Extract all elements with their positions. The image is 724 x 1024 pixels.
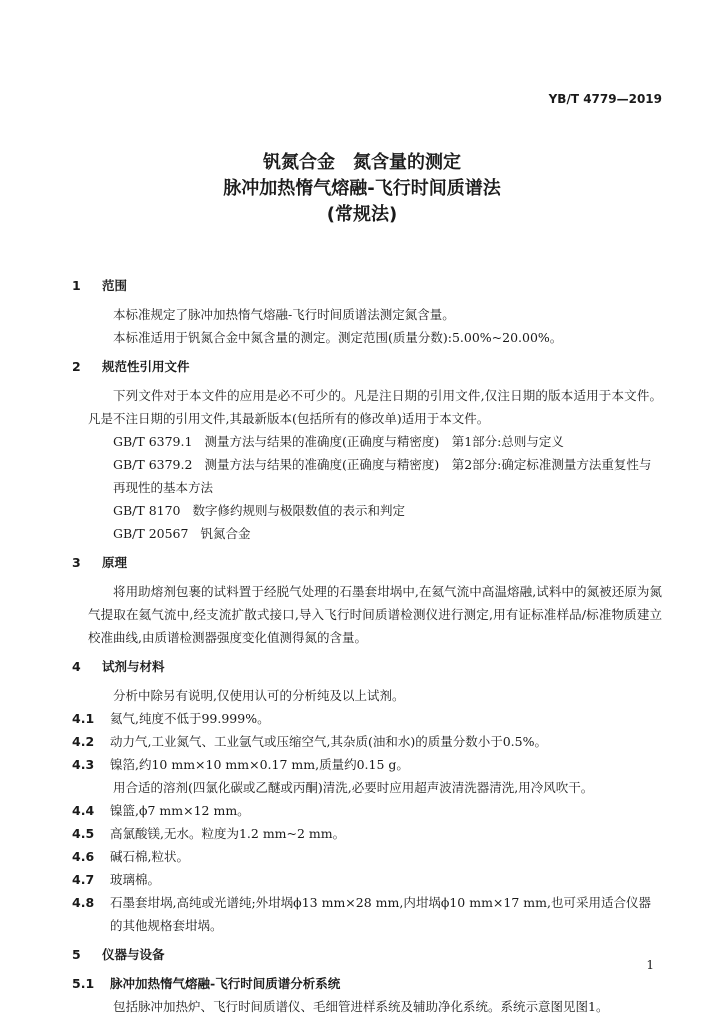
list-item (72, 891, 662, 937)
item-text: 石墨套坩埚,高纯或光谱纯;外坩埚ϕ13 mm×28 mm,内坩埚ϕ10 mm×17 mm,也可采用适合仪器的其他规格套坩埚。 (110, 895, 651, 933)
item-text: 镍篮,ϕ7 mm×12 mm。 (110, 803, 250, 818)
reference-text: 测量方法与结果的准确度(正确度与精密度) 第1部分:总则与定义 (204, 434, 564, 449)
section-number: 3 (72, 555, 81, 570)
item-text: 玻璃棉。 (110, 872, 161, 887)
reference-code: GB/T 8170 (113, 503, 181, 518)
item-number: 4.5 (72, 826, 95, 841)
paragraph: 下列文件对于本文件的应用是必不可少的。凡是注日期的引用文件,仅注日期的版本适用于本文件。凡是不注日期的引用文件,其最新版本(包括所有的修改单)适用于本文件。 (88, 388, 662, 426)
section-heading-5 (72, 943, 662, 966)
item-number: 4.1 (72, 711, 95, 726)
item-text: 动力气,工业氮气、工业氩气或压缩空气,其杂质(油和水)的质量分数小于0.5%。 (110, 734, 547, 749)
paragraph: 分析中除另有说明,仅使用认可的分析纯及以上试剂。 (113, 688, 405, 703)
reference-text: 测量方法与结果的准确度(正确度与精密度) 第2部分:确定标准测量方法重复性与再现性的基本方法 (113, 457, 652, 495)
page-number: 1 (646, 958, 654, 972)
reference-item (88, 499, 662, 522)
section-heading-1 (72, 274, 662, 297)
document-title (0, 150, 724, 228)
document-body (72, 268, 662, 1018)
item-text: 氦气,纯度不低于99.999%。 (110, 711, 270, 726)
section-title: 规范性引用文件 (102, 359, 190, 374)
title-line-1b: 氮含量的测定 (353, 152, 461, 173)
list-item (72, 822, 662, 845)
list-item (72, 868, 662, 891)
section-title: 仪器与设备 (102, 947, 165, 962)
item-number: 4.2 (72, 734, 95, 749)
paragraph: 本标准规定了脉冲加热惰气熔融-飞行时间质谱法测定氮含量。 (113, 307, 455, 322)
subsection-title: 脉冲加热惰气熔融-飞行时间质谱分析系统 (110, 976, 341, 991)
item-text: 镍箔,约10 mm×10 mm×0.17 mm,质量约0.15 g。 (110, 757, 409, 772)
subsection-number: 5.1 (72, 976, 95, 991)
title-line-2: 脉冲加热惰气熔融-飞行时间质谱法 (223, 178, 501, 199)
title-line-1a: 钒氮合金 (263, 152, 335, 173)
reference-item (88, 453, 662, 499)
item-note: 用合适的溶剂(四氯化碳或乙醚或丙酮)清洗,必要时应用超声波清洗器清洗,用冷风吹干。 (113, 780, 594, 795)
reference-text: 数字修约规则与极限数值的表示和判定 (192, 503, 406, 518)
section-title: 试剂与材料 (102, 659, 165, 674)
item-number: 4.4 (72, 803, 95, 818)
item-number: 4.3 (72, 757, 95, 772)
subsection-heading (72, 972, 662, 995)
paragraph: 将用助熔剂包裹的试料置于经脱气处理的石墨套坩埚中,在氦气流中高温熔融,试料中的氮被还原为氮气提取在氦气流中,经支流扩散式接口,导入飞行时间质谱检测仪进行测定,用有证标准样品/标准物质建立校准曲线,由质谱检测器强度变化值测得氮的含量。 (88, 584, 662, 645)
section-number: 4 (72, 659, 81, 674)
title-line-3: (常规法) (326, 204, 398, 225)
section-heading-4 (72, 655, 662, 678)
item-number: 4.7 (72, 872, 95, 887)
paragraph: 本标准适用于钒氮合金中氮含量的测定。测定范围(质量分数):5.00%~20.00%。 (113, 330, 563, 345)
reference-item (88, 430, 662, 453)
list-item (72, 730, 662, 753)
item-number: 4.6 (72, 849, 95, 864)
list-item (72, 845, 662, 868)
title-line-1 (0, 150, 724, 176)
section-number: 1 (72, 278, 81, 293)
section-number: 5 (72, 947, 81, 962)
section-heading-2 (72, 355, 662, 378)
list-item (72, 799, 662, 822)
list-item (72, 753, 662, 776)
reference-code: GB/T 6379.1 (113, 434, 193, 449)
section-number: 2 (72, 359, 81, 374)
reference-code: GB/T 20567 (113, 526, 189, 541)
standard-code: YB/T 4779—2019 (548, 92, 662, 106)
reference-code: GB/T 6379.2 (113, 457, 193, 472)
item-text: 碱石棉,粒状。 (110, 849, 189, 864)
section-title: 范围 (102, 278, 128, 293)
reference-item (88, 522, 662, 545)
section-heading-3 (72, 551, 662, 574)
paragraph: 包括脉冲加热炉、飞行时间质谱仪、毛细管进样系统及辅助净化系统。系统示意图见图1。 (113, 999, 609, 1014)
item-number: 4.8 (72, 895, 95, 910)
item-text: 高氯酸镁,无水。粒度为1.2 mm~2 mm。 (110, 826, 346, 841)
list-item (72, 707, 662, 730)
section-title: 原理 (102, 555, 128, 570)
reference-text: 钒氮合金 (200, 526, 251, 541)
